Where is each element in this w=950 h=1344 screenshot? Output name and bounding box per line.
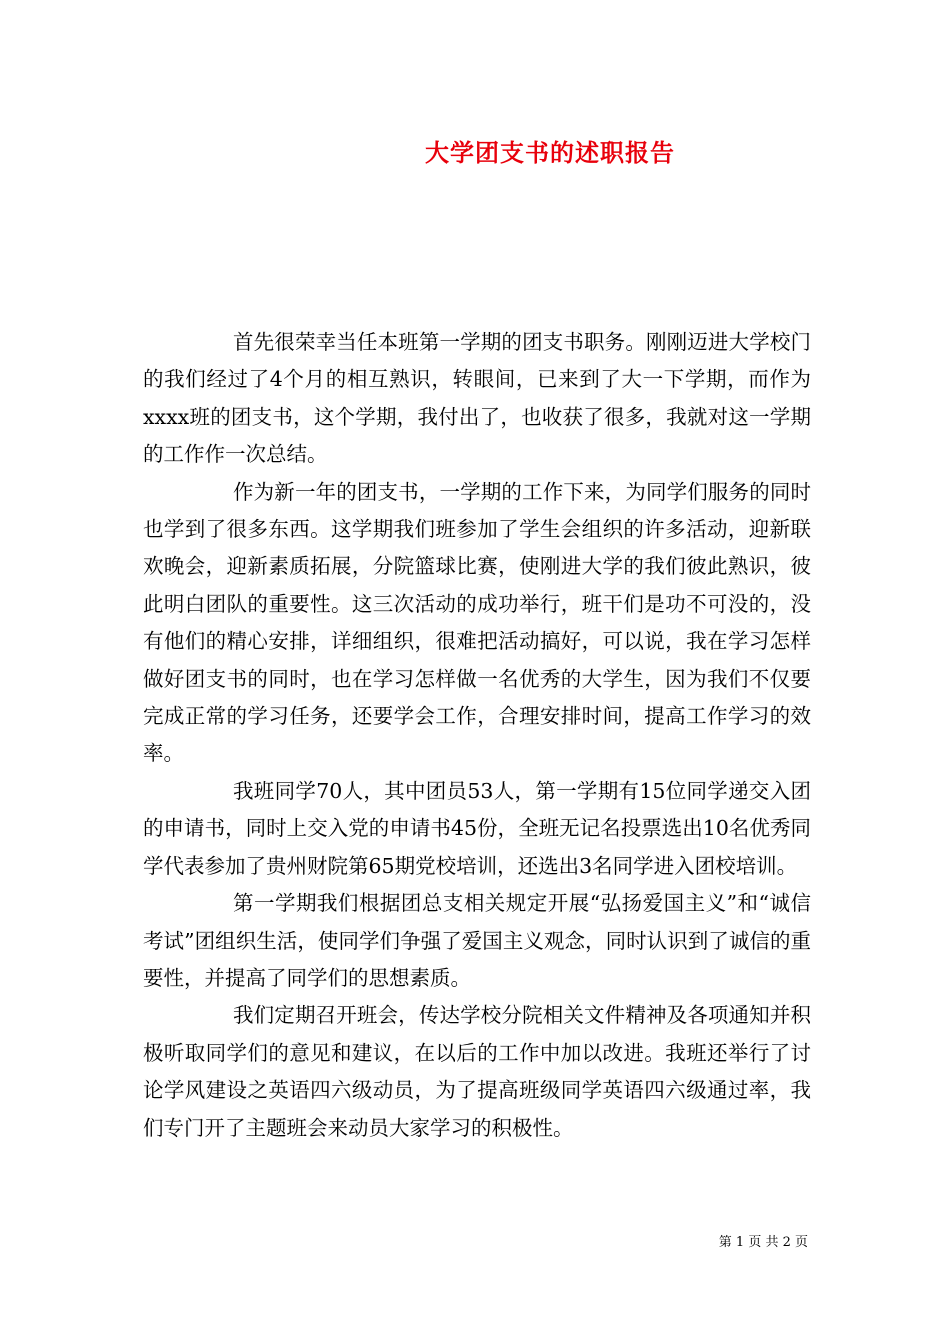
document-body bbox=[143, 324, 811, 1147]
paragraph-2: 作为新一年的团支书，一学期的工作下来，为同学们服务的同时也学到了很多东西。这学期我们班参加了学生会组织的许多活动，迎新联欢晚会，迎新素质拓展，分院篮球比赛，使刚进大学的我们彼此熟识，彼此明白团队的重要性。这三次活动的成功举行，班干们是功不可没的，没有他们的精心安排，详细组织，很难把活动搞好，可以说，我在学习怎样做好团支书的同时，也在学习怎样做一名优秀的大学生，因为我们不仅要完成正常的学习任务，还要学会工作，合理安排时间，提高工作学习的效率。 bbox=[143, 479, 811, 766]
paragraph-5: 我们定期召开班会，传达学校分院相关文件精神及各项通知并积极听取同学们的意见和建议，在以后的工作中加以改进。我班还举行了讨论学风建设之英语四六级动员，为了提高班级同学英语四六级通过率，我们专门开了主题班会来动员大家学习的积极性。 bbox=[143, 1003, 811, 1140]
paragraph-3: 我班同学70人，其中团员53人，第一学期有15位同学递交入团的申请书，同时上交入党的申请书45份，全班无记名投票选出10名优秀同学代表参加了贵州财院第65期党校培训，还选出3名同学进入团校培训。 bbox=[143, 778, 811, 878]
document-title: 大学团支书的述职报告 bbox=[425, 138, 675, 167]
page-indicator: 第 1 页 共 2 页 bbox=[718, 1235, 808, 1250]
paragraph-1: 首先很荣幸当任本班第一学期的团支书职务。刚刚迈进大学校门的我们经过了4个月的相互熟识，转眼间，已来到了大一下学期，而作为xxxx班的团支书，这个学期，我付出了，也收获了很多，我就对这一学期的工作作一次总结。 bbox=[143, 330, 811, 467]
paragraph-4: 第一学期我们根据团总支相关规定开展“弘扬爱国主义”和“诚信考试”团组织生活，使同学们争强了爱国主义观念，同时认识到了诚信的重要性，并提高了同学们的思想素质。 bbox=[143, 891, 811, 990]
